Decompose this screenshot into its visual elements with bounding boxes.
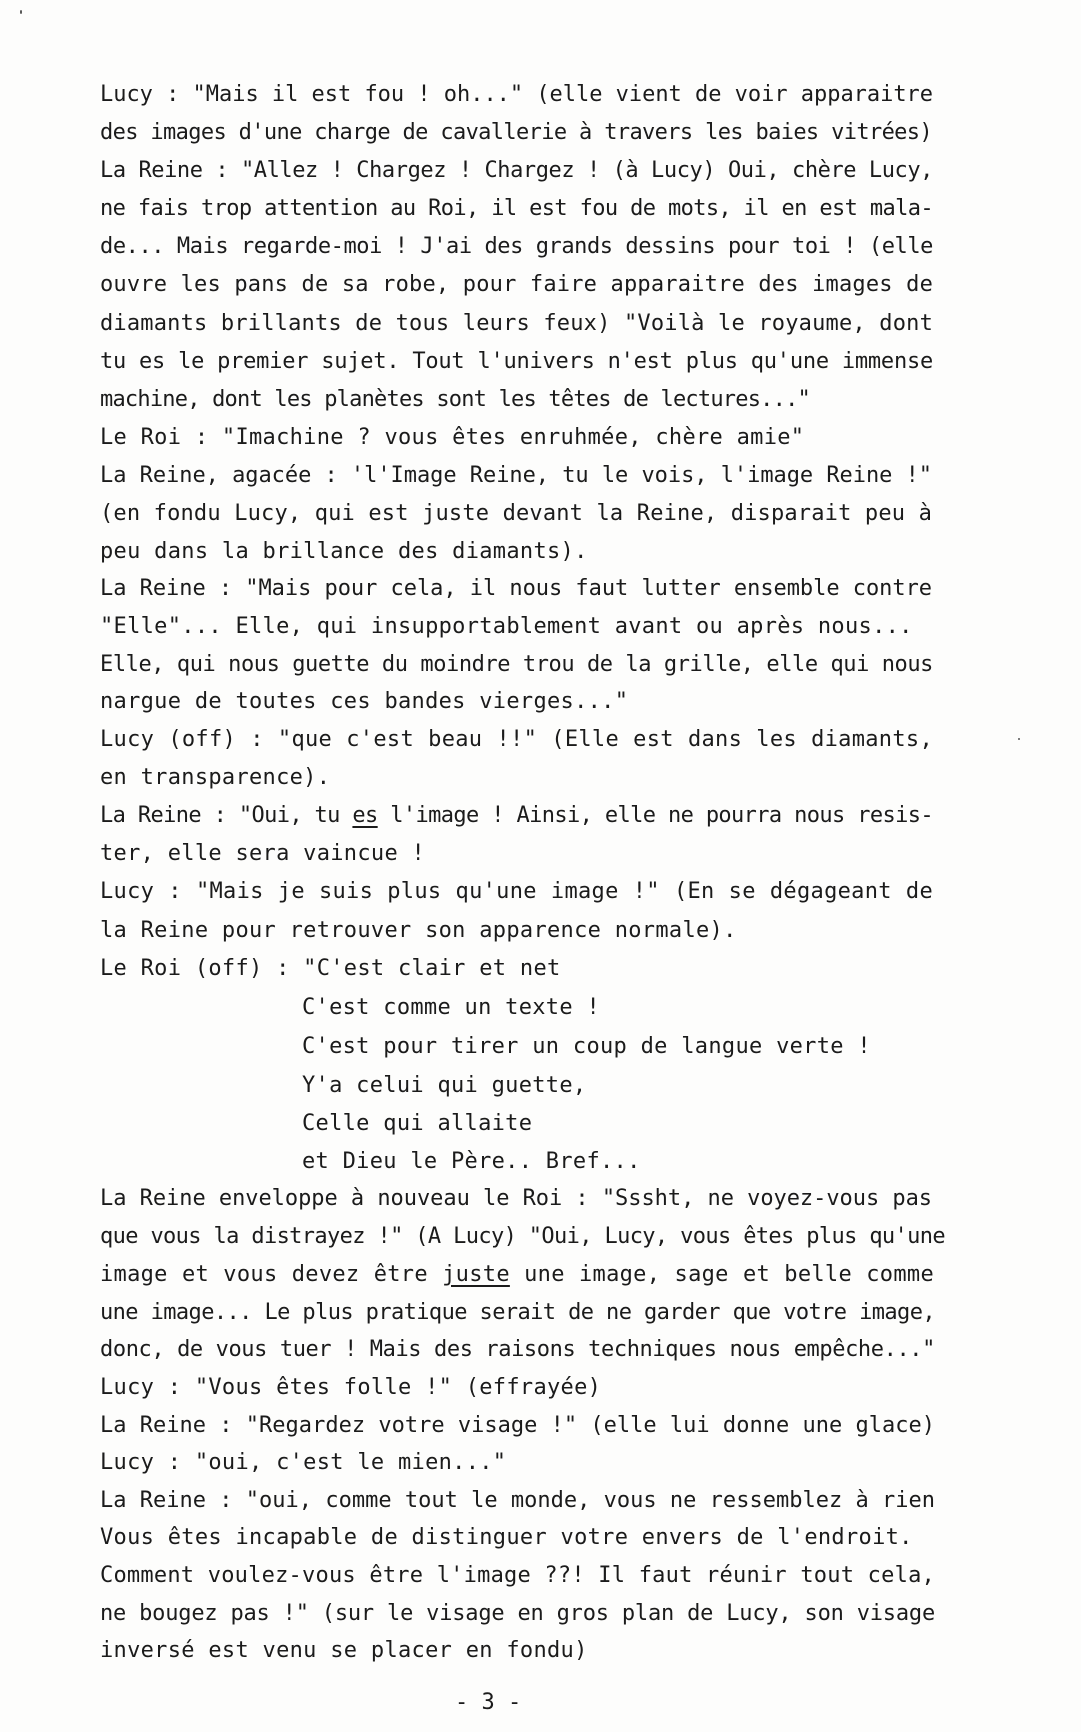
- text-line: C'est comme un texte !: [302, 995, 600, 1020]
- text-line: Le Roi : "Imachine ? vous êtes enruhmée, chère amie": [100, 425, 805, 450]
- text-line: La Reine enveloppe à nouveau le Roi : "Sssht, ne voyez-vous pas: [100, 1186, 932, 1211]
- text-line: C'est pour tirer un coup de langue verte !: [302, 1034, 871, 1059]
- text-line: de... Mais regarde-moi ! J'ai des grands dessins pour toi ! (elle: [100, 234, 933, 259]
- underlined-word: juste: [442, 1262, 510, 1287]
- text-line: Elle, qui nous guette du moindre trou de la grille, elle qui nous: [100, 652, 933, 677]
- text-line: Lucy (off) : "que c'est beau !!" (Elle est dans les diamants,: [100, 727, 933, 752]
- text-line: La Reine, agacée : 'l'Image Reine, tu le vois, l'image Reine !": [100, 463, 932, 488]
- text-line: Y'a celui qui guette,: [302, 1073, 587, 1098]
- text-line: Lucy : "oui, c'est le mien...": [100, 1450, 507, 1475]
- text-line: Lucy : "Vous êtes folle !" (effrayée): [100, 1375, 602, 1400]
- text-line: en transparence).: [100, 765, 331, 790]
- text-line: donc, de vous tuer ! Mais des raisons techniques nous empêche...": [100, 1337, 935, 1362]
- text-line: "Elle"... Elle, qui insupportablement avant ou après nous...: [100, 614, 913, 639]
- text-line: Vous êtes incapable de distinguer votre envers de l'endroit.: [100, 1525, 913, 1550]
- text-line: ouvre les pans de sa robe, pour faire apparaitre des images de: [100, 272, 934, 297]
- text-line: Lucy : "Mais je suis plus qu'une image !" (En se dégageant de: [100, 879, 933, 904]
- text-line: ne fais trop attention au Roi, il est fou de mots, il en est mala-: [100, 196, 933, 221]
- text-line: que vous la distrayez !" (A Lucy) "Oui, Lucy, vous êtes plus qu'une: [100, 1224, 945, 1249]
- text-line: image et vous devez être juste une image, sage et belle comme: [100, 1262, 934, 1287]
- page-number: - 3 -: [455, 1690, 522, 1715]
- text-line: nargue de toutes ces bandes vierges...": [100, 689, 629, 714]
- text-line: La Reine : "Mais pour cela, il nous faut lutter ensemble contre: [100, 576, 932, 601]
- text-line: Lucy : "Mais il est fou ! oh..." (elle vient de voir apparaitre: [100, 82, 933, 107]
- text-line: La Reine : "Regardez votre visage !" (elle lui donne une glace): [100, 1413, 935, 1438]
- scan-speck: [20, 10, 22, 14]
- underlined-word: es: [352, 803, 378, 828]
- text-line: La Reine : "oui, comme tout le monde, vous ne ressemblez à rien: [100, 1488, 935, 1513]
- text-line: et Dieu le Père.. Bref...: [302, 1149, 641, 1174]
- text-line: diamants brillants de tous leurs feux) "Voilà le royaume, dont: [100, 311, 934, 336]
- text-line: ter, elle sera vaincue !: [100, 841, 426, 866]
- scan-speck: [1018, 738, 1020, 740]
- text-line: Celle qui allaite: [302, 1111, 533, 1136]
- text-line: des images d'une charge de cavallerie à travers les baies vitrées): [100, 120, 932, 145]
- text-line: Comment voulez-vous être l'image ??! Il faut réunir tout cela,: [100, 1563, 936, 1588]
- text-line: (en fondu Lucy, qui est juste devant la Reine, disparait peu à: [100, 501, 933, 526]
- text-line: la Reine pour retrouver son apparence normale).: [100, 918, 737, 943]
- text-line: une image... Le plus pratique serait de ne garder que votre image,: [100, 1300, 935, 1325]
- text-line: tu es le premier sujet. Tout l'univers n'est plus qu'une immense: [100, 349, 933, 374]
- text-line: peu dans la brillance des diamants).: [100, 539, 588, 564]
- text-line: ne bougez pas !" (sur le visage en gros plan de Lucy, son visage: [100, 1601, 935, 1626]
- text-line: Le Roi (off) : "C'est clair et net: [100, 956, 561, 981]
- text-line: La Reine : "Oui, tu es l'image ! Ainsi, elle ne pourra nous resis-: [100, 803, 933, 828]
- text-line: La Reine : "Allez ! Chargez ! Chargez ! (à Lucy) Oui, chère Lucy,: [100, 158, 933, 183]
- text-line: machine, dont les planètes sont les têtes de lectures...": [100, 387, 810, 412]
- text-line: inversé est venu se placer en fondu): [100, 1638, 588, 1663]
